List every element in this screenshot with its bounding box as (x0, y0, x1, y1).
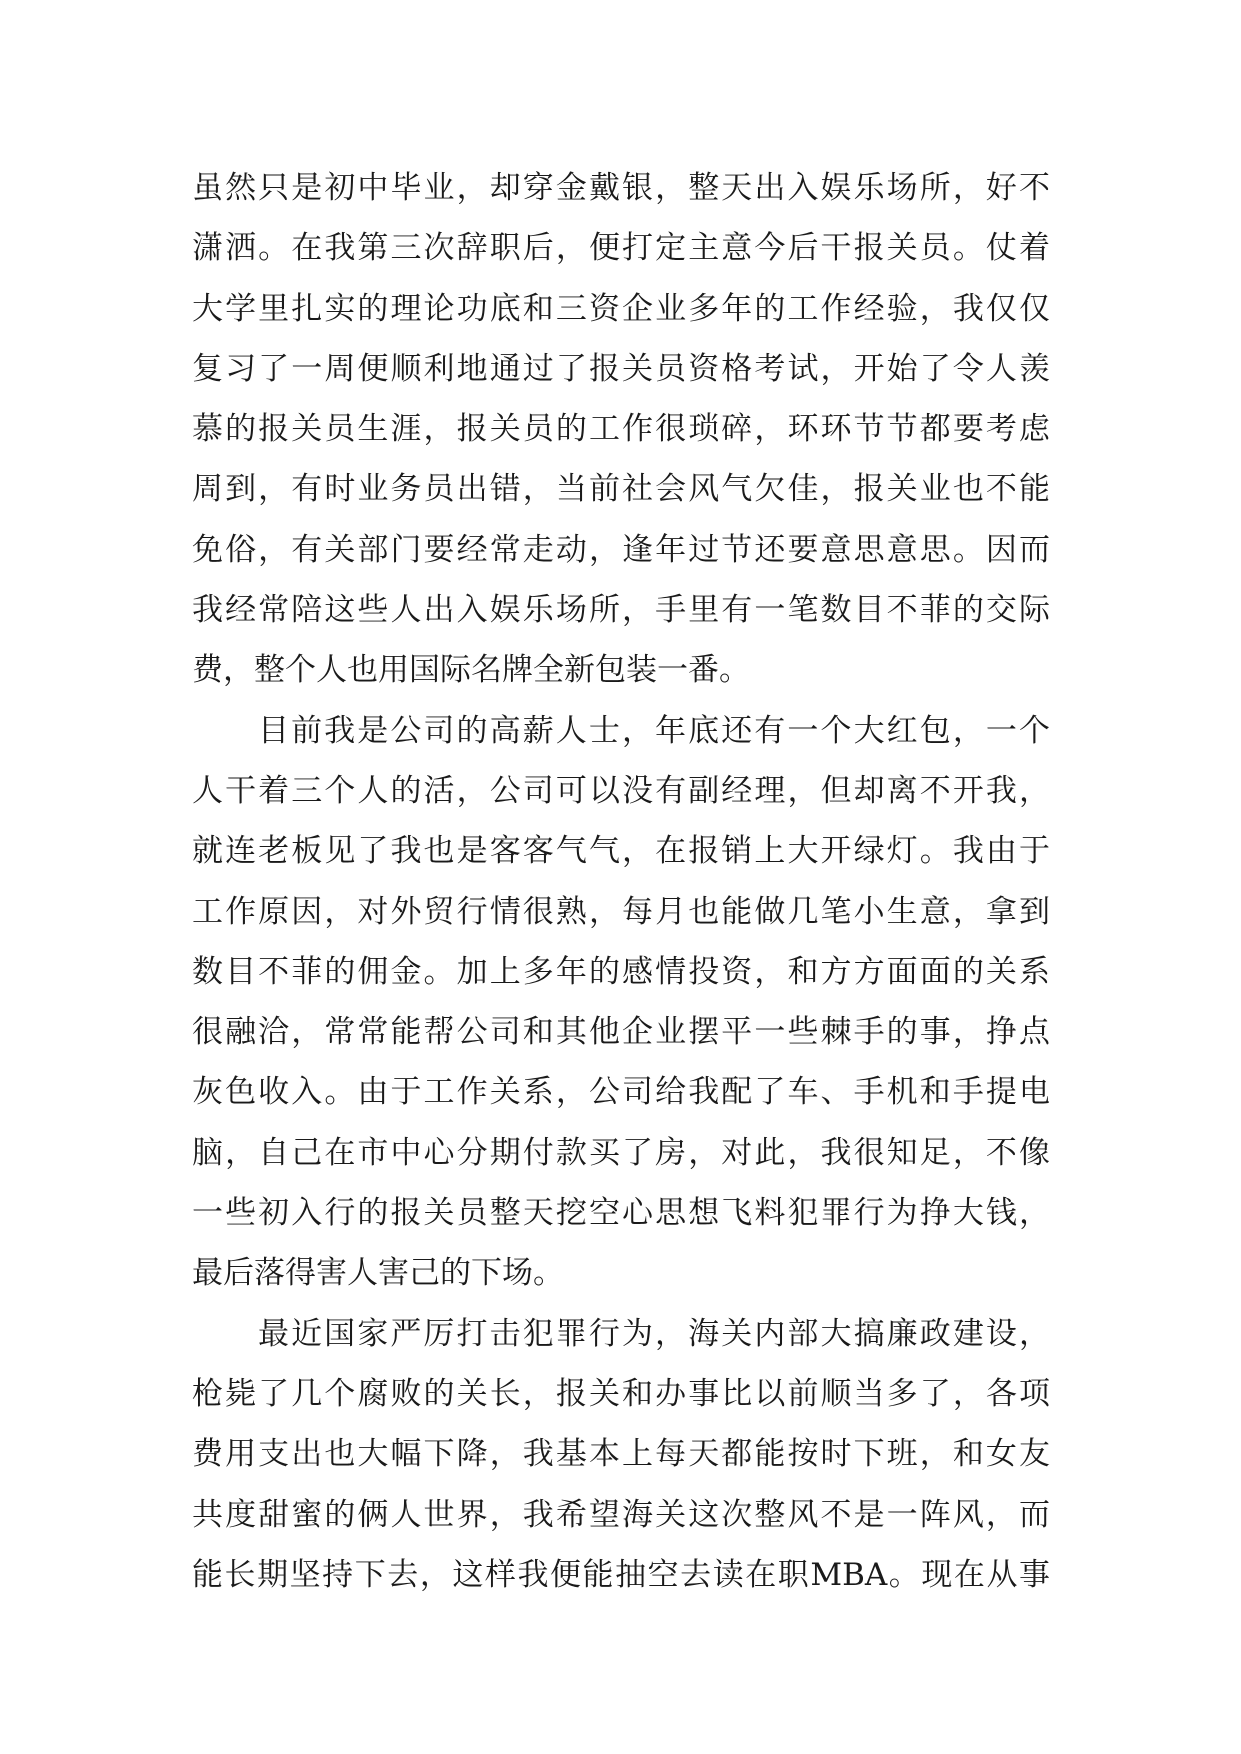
text-line: 灰色收入。由于工作关系，公司给我配了车、手机和手提电 (192, 1074, 1050, 1111)
text-line: 慕的报关员生涯，报关员的工作很琐碎，环环节节都要考虑 (192, 411, 1050, 448)
text-line: 费，整个人也用国际名牌全新包装一番。 (192, 652, 750, 689)
text-line: 枪毙了几个腐败的关长，报关和办事比以前顺当多了，各项 (192, 1375, 1050, 1412)
text-line: 数目不菲的佣金。加上多年的感情投资，和方方面面的关系 (192, 953, 1050, 990)
text-line: 就连老板见了我也是客客气气，在报销上大开绿灯。我由于 (192, 833, 1050, 870)
document-body (192, 158, 1050, 1605)
text-line: 周到，有时业务员出错，当前社会风气欠佳，报关业也不能 (192, 471, 1050, 508)
text-line: 费用支出也大幅下降，我基本上每天都能按时下班，和女友 (192, 1436, 1050, 1473)
text-line: 工作原因，对外贸行情很熟，每月也能做几笔小生意，拿到 (192, 893, 1050, 930)
text-line: 大学里扎实的理论功底和三资企业多年的工作经验，我仅仅 (192, 290, 1050, 327)
paragraph-start-line: 目前我是公司的高薪人士，年底还有一个大红包，一个 (258, 712, 1050, 749)
paragraph-start-line: 最近国家严厉打击犯罪行为，海关内部大搞廉政建设， (258, 1315, 1050, 1352)
text-line: 虽然只是初中毕业，却穿金戴银，整天出入娱乐场所，好不 (192, 170, 1050, 206)
text-line: 能长期坚持下去，这样我便能抽空去读在职MBA。现在从事 (192, 1556, 1050, 1593)
text-line: 免俗，有关部门要经常走动，逢年过节还要意思意思。因而 (192, 531, 1050, 568)
text-line: 共度甜蜜的俩人世界，我希望海关这次整风不是一阵风，而 (192, 1496, 1050, 1533)
text-line: 一些初入行的报关员整天挖空心思想飞料犯罪行为挣大钱， (192, 1195, 1050, 1232)
text-line: 潇洒。在我第三次辞职后，便打定主意今后干报关员。仗着 (192, 230, 1050, 267)
text-line: 脑，自己在市中心分期付款买了房，对此，我很知足，不像 (192, 1134, 1050, 1171)
text-line: 最后落得害人害己的下场。 (192, 1255, 564, 1292)
text-line: 复习了一周便顺利地通过了报关员资格考试，开始了令人羡 (192, 350, 1050, 387)
text-line: 人干着三个人的活，公司可以没有副经理，但却离不开我， (192, 772, 1050, 809)
text-line: 我经常陪这些人出入娱乐场所，手里有一笔数目不菲的交际 (192, 592, 1050, 629)
text-line: 很融洽，常常能帮公司和其他企业摆平一些棘手的事，挣点 (192, 1014, 1050, 1051)
